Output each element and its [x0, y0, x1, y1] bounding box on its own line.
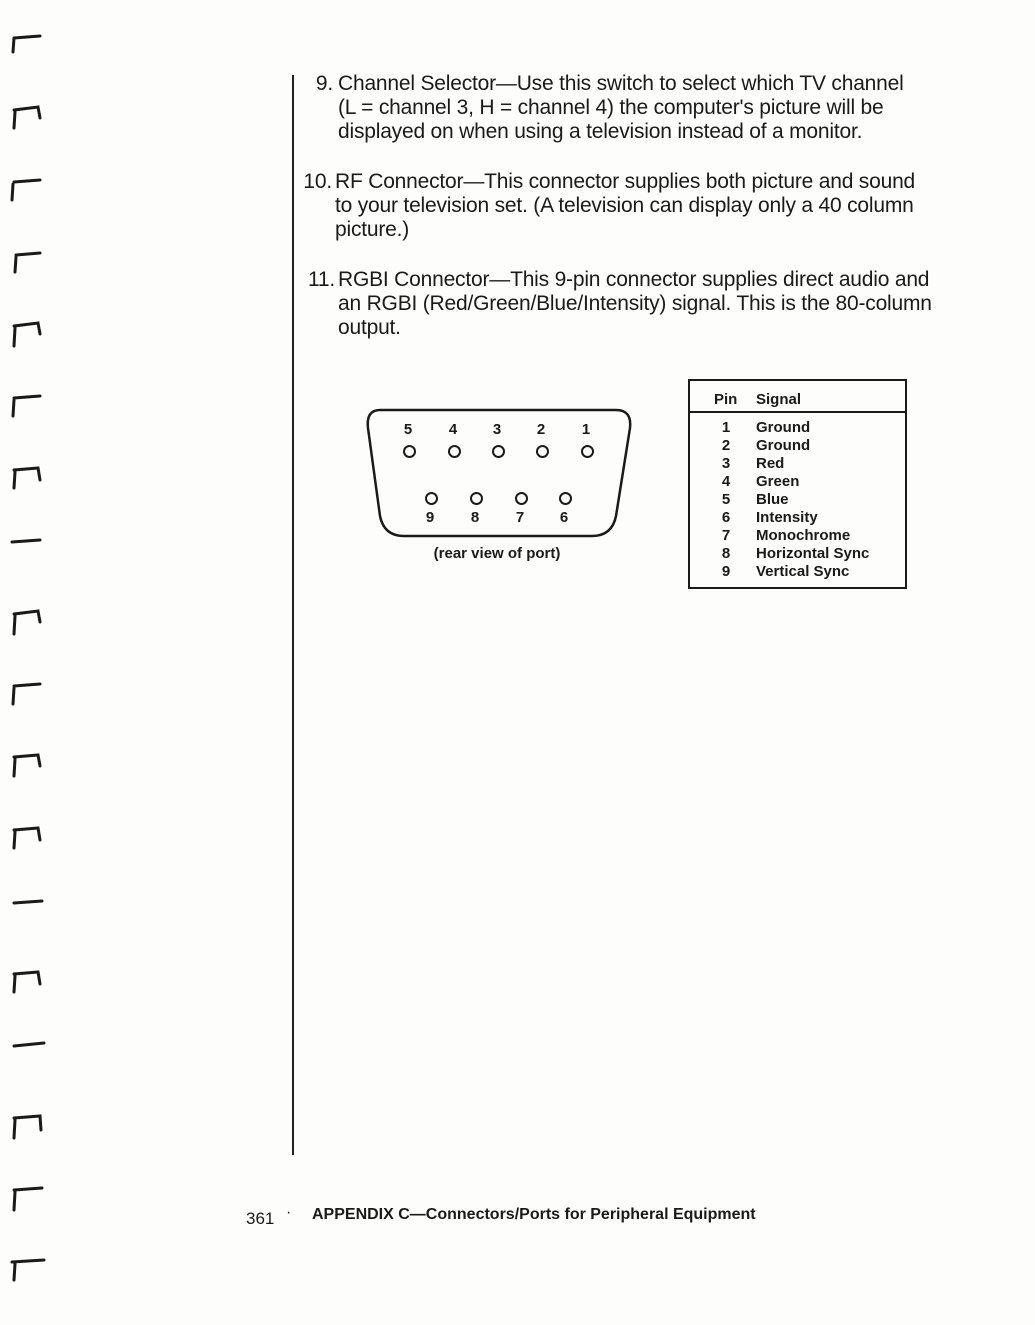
- perforated-edge: [0, 0, 60, 1325]
- item-line: displayed on when using a television instead of a monitor.: [338, 120, 863, 143]
- item-line: Channel Selector—Use this switch to select which TV channel: [338, 72, 904, 95]
- pin-label-7: 7: [515, 509, 525, 526]
- table-row: [690, 509, 905, 527]
- footer-chapter-title: Connectors/Ports for Peripheral Equipment: [425, 1206, 756, 1223]
- table-row: [690, 437, 905, 455]
- pin-label-5: 5: [403, 421, 413, 438]
- table-row: [690, 473, 905, 491]
- table-header: [690, 381, 905, 413]
- pin-label-6: 6: [559, 509, 569, 526]
- pin-hole-9: [425, 492, 438, 505]
- footer-title: [312, 1206, 756, 1224]
- pin-hole-1: [581, 445, 594, 458]
- pin-hole-5: [403, 445, 416, 458]
- signal-cell: Vertical Sync: [756, 563, 850, 580]
- item-number: 9.: [315, 72, 333, 95]
- signal-cell: Ground: [756, 437, 811, 454]
- pin-hole-4: [448, 445, 461, 458]
- footer-bullet: ·: [286, 1204, 292, 1221]
- appendix-label: APPENDIX C: [312, 1206, 410, 1223]
- pin-hole-2: [536, 445, 549, 458]
- pin-cell: 6: [721, 509, 731, 526]
- margin-rule: [292, 75, 294, 1155]
- pin-cell: 2: [721, 437, 731, 454]
- pin-label-2: 2: [536, 421, 546, 438]
- pin-cell: 8: [721, 545, 731, 562]
- table-row: [690, 491, 905, 509]
- pin-label-4: 4: [448, 421, 458, 438]
- signal-cell: Ground: [756, 419, 811, 436]
- table-row: [690, 563, 905, 581]
- rgbi-connector-diagram: [364, 408, 636, 548]
- pin-cell: 7: [721, 527, 731, 544]
- pin-label-9: 9: [425, 509, 435, 526]
- item-line: output.: [338, 316, 401, 339]
- pin-label-3: 3: [492, 421, 502, 438]
- column-header-signal: Signal: [756, 391, 802, 408]
- signal-cell: Monochrome: [756, 527, 851, 544]
- pin-label-1: 1: [581, 421, 591, 438]
- column-header-pin: Pin: [714, 391, 738, 408]
- pin-hole-7: [515, 492, 528, 505]
- pin-hole-3: [492, 445, 505, 458]
- signal-cell: Red: [756, 455, 785, 472]
- pin-signal-table: [688, 379, 907, 589]
- item-number: 10.: [303, 170, 332, 193]
- pin-hole-8: [470, 492, 483, 505]
- pin-cell: 9: [721, 563, 731, 580]
- pin-cell: 5: [721, 491, 731, 508]
- pin-label-8: 8: [470, 509, 480, 526]
- signal-cell: Horizontal Sync: [756, 545, 870, 562]
- signal-cell: Green: [756, 473, 800, 490]
- signal-cell: Blue: [756, 491, 789, 508]
- page-number: 361: [246, 1209, 275, 1228]
- item-line: picture.): [335, 218, 410, 241]
- table-row: [690, 419, 905, 437]
- footer-dash: —: [409, 1206, 426, 1223]
- table-row: [690, 545, 905, 563]
- pin-hole-6: [559, 492, 572, 505]
- item-line: RF Connector—This connector supplies both picture and sound: [335, 170, 916, 193]
- item-line: an RGBI (Red/Green/Blue/Intensity) signal. This is the 80-column: [338, 292, 932, 315]
- item-line: to your television set. (A television can display only a 40 column: [335, 194, 914, 217]
- pin-cell: 4: [721, 473, 731, 490]
- table-row: [690, 455, 905, 473]
- connector-caption: (rear view of port): [433, 545, 561, 562]
- signal-cell: Intensity: [756, 509, 818, 526]
- pin-cell: 1: [721, 419, 731, 436]
- table-row: [690, 527, 905, 545]
- item-line: RGBI Connector—This 9-pin connector supplies direct audio and: [338, 268, 930, 291]
- item-number: 11.: [307, 268, 335, 291]
- pin-cell: 3: [721, 455, 731, 472]
- item-line: (L = channel 3, H = channel 4) the computer's picture will be: [338, 96, 884, 119]
